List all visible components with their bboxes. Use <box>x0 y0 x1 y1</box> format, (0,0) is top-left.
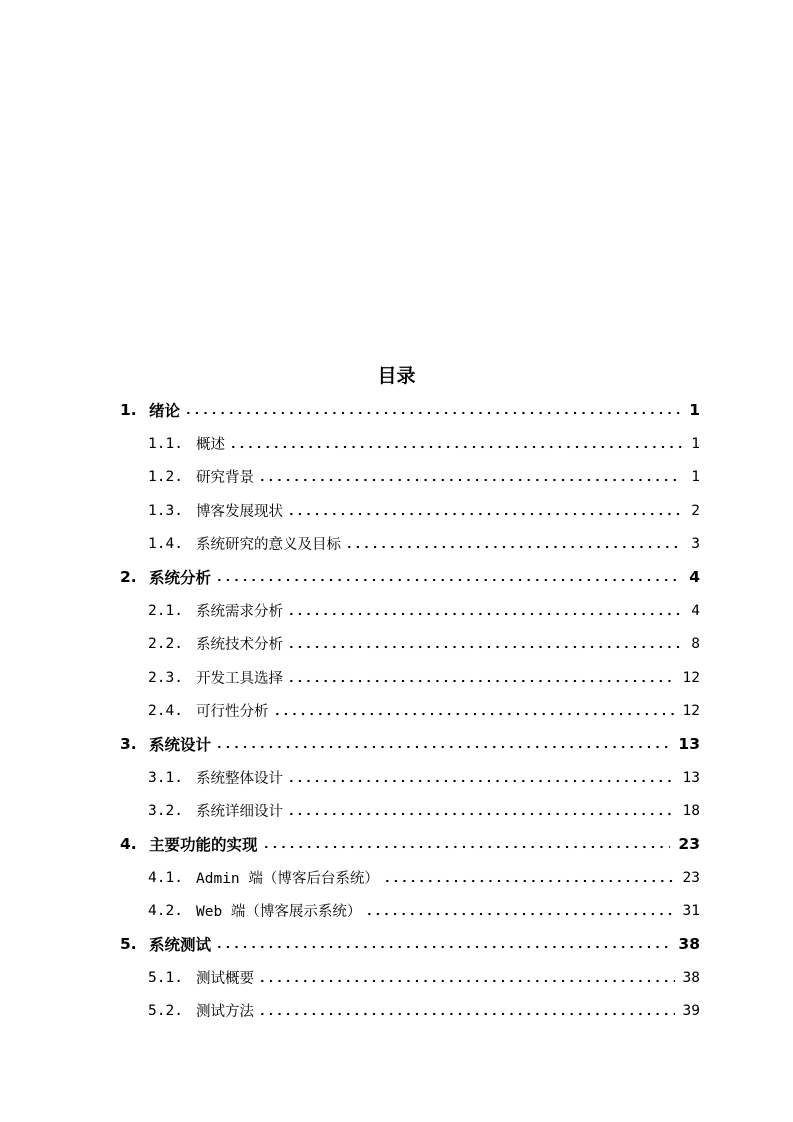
toc-entry-section-2-3[interactable] <box>148 661 700 694</box>
toc-entry-number: 1.1. <box>148 435 183 452</box>
toc-entry-number: 4.1. <box>148 869 183 886</box>
toc-entry-number: 1.2. <box>148 468 183 485</box>
toc-entry-number: 1. <box>120 400 137 419</box>
dot-leader <box>287 612 682 616</box>
toc-entry-label: 主要功能的实现 <box>149 835 258 854</box>
toc-entry-number: 5.2. <box>148 1002 183 1019</box>
toc-entry-section-1-1[interactable] <box>148 427 700 460</box>
toc-title: 目录 <box>377 365 416 387</box>
toc-entry-label: 系统技术分析 <box>196 637 283 653</box>
toc-entry-page: 1 <box>691 435 700 452</box>
toc-entry-section-4-1[interactable] <box>148 861 700 894</box>
dot-leader <box>262 845 671 849</box>
dot-leader <box>365 912 674 916</box>
toc-entry-label: 系统分析 <box>149 568 212 587</box>
toc-entry-number: 5. <box>120 934 137 953</box>
toc-entry-chapter-3[interactable] <box>120 727 700 760</box>
toc-entry-page: 1 <box>689 400 700 419</box>
toc-entry-chapter-1[interactable] <box>120 393 700 426</box>
dot-leader <box>287 812 675 816</box>
dot-leader <box>287 679 675 683</box>
toc-entry-section-3-2[interactable] <box>148 794 700 827</box>
toc-entry-label: 系统整体设计 <box>196 771 283 787</box>
toc-entry-page: 13 <box>678 734 700 753</box>
toc-entry-page: 38 <box>682 969 700 986</box>
toc-entry-section-3-1[interactable] <box>148 761 700 794</box>
dot-leader <box>287 779 675 783</box>
dot-leader <box>184 411 681 415</box>
toc-entry-label: Web 端（博客展示系统） <box>196 904 362 920</box>
toc-entry-number: 2.1. <box>148 602 183 619</box>
toc-entry-label: 系统详细设计 <box>196 804 283 820</box>
toc-entry-label: 概述 <box>196 437 225 453</box>
toc-entry-number: 2.4. <box>148 702 183 719</box>
toc-entry-page: 38 <box>678 934 700 953</box>
toc-entry-number: 2.3. <box>148 669 183 686</box>
dot-leader <box>215 578 681 582</box>
toc-entry-label: 系统测试 <box>149 935 212 954</box>
dot-leader <box>345 545 682 549</box>
toc-entry-label: 绪论 <box>149 401 181 420</box>
toc-entry-label: 开发工具选择 <box>196 671 283 687</box>
toc-entry-label: Admin 端（博客后台系统） <box>196 871 379 887</box>
toc-entry-label: 系统需求分析 <box>196 604 283 620</box>
dot-leader <box>258 1012 675 1016</box>
toc-entry-number: 2.2. <box>148 635 183 652</box>
toc-entry-number: 3. <box>120 734 137 753</box>
toc-entry-label: 可行性分析 <box>196 704 269 720</box>
toc-entry-page: 8 <box>691 635 700 652</box>
toc-entry-section-1-4[interactable] <box>148 527 700 560</box>
toc-entry-chapter-5[interactable] <box>120 927 700 960</box>
dot-leader <box>229 445 682 449</box>
toc-entry-label: 测试概要 <box>196 971 254 987</box>
toc-entry-label: 博客发展现状 <box>196 504 283 520</box>
dot-leader <box>287 645 682 649</box>
toc-entry-section-1-3[interactable] <box>148 494 700 527</box>
toc-entry-number: 4. <box>120 834 137 853</box>
toc-entry-page: 4 <box>689 567 700 586</box>
dot-leader <box>258 979 675 983</box>
toc-entry-label: 系统研究的意义及目标 <box>196 537 341 553</box>
dot-leader <box>258 478 682 482</box>
dot-leader <box>273 712 675 716</box>
toc-entry-page: 31 <box>682 902 700 919</box>
toc-entry-page: 23 <box>678 834 700 853</box>
toc-entry-section-1-2[interactable] <box>148 460 700 493</box>
toc-entry-page: 1 <box>691 468 700 485</box>
toc-entry-chapter-4[interactable] <box>120 827 700 860</box>
toc-entry-number: 4.2. <box>148 902 183 919</box>
toc-entry-section-2-4[interactable] <box>148 694 700 727</box>
dot-leader <box>215 945 670 949</box>
toc-entry-label: 测试方法 <box>196 1004 254 1020</box>
toc-entry-page: 4 <box>691 602 700 619</box>
toc-entry-number: 2. <box>120 567 137 586</box>
toc-entry-page: 2 <box>691 502 700 519</box>
toc-entry-number: 1.3. <box>148 502 183 519</box>
dot-leader <box>215 745 670 749</box>
dot-leader <box>383 879 675 883</box>
toc-entry-section-5-2[interactable] <box>148 994 700 1027</box>
toc-entry-page: 39 <box>682 1002 700 1019</box>
toc-entry-section-2-1[interactable] <box>148 594 700 627</box>
toc-entry-chapter-2[interactable] <box>120 560 700 593</box>
toc-entry-number: 5.1. <box>148 969 183 986</box>
toc-entry-section-5-1[interactable] <box>148 961 700 994</box>
toc-entry-section-4-2[interactable] <box>148 894 700 927</box>
toc-entry-page: 13 <box>682 769 700 786</box>
toc-entry-page: 12 <box>682 702 700 719</box>
toc-entry-number: 3.2. <box>148 802 183 819</box>
toc-entry-page: 12 <box>682 669 700 686</box>
toc-entry-page: 23 <box>682 869 700 886</box>
toc-entry-number: 3.1. <box>148 769 183 786</box>
toc-entry-label: 系统设计 <box>149 735 212 754</box>
toc-entry-label: 研究背景 <box>196 470 254 486</box>
toc-entry-page: 18 <box>682 802 700 819</box>
toc-entry-page: 3 <box>691 535 700 552</box>
dot-leader <box>287 512 682 516</box>
toc-entry-number: 1.4. <box>148 535 183 552</box>
toc-entry-section-2-2[interactable] <box>148 627 700 660</box>
